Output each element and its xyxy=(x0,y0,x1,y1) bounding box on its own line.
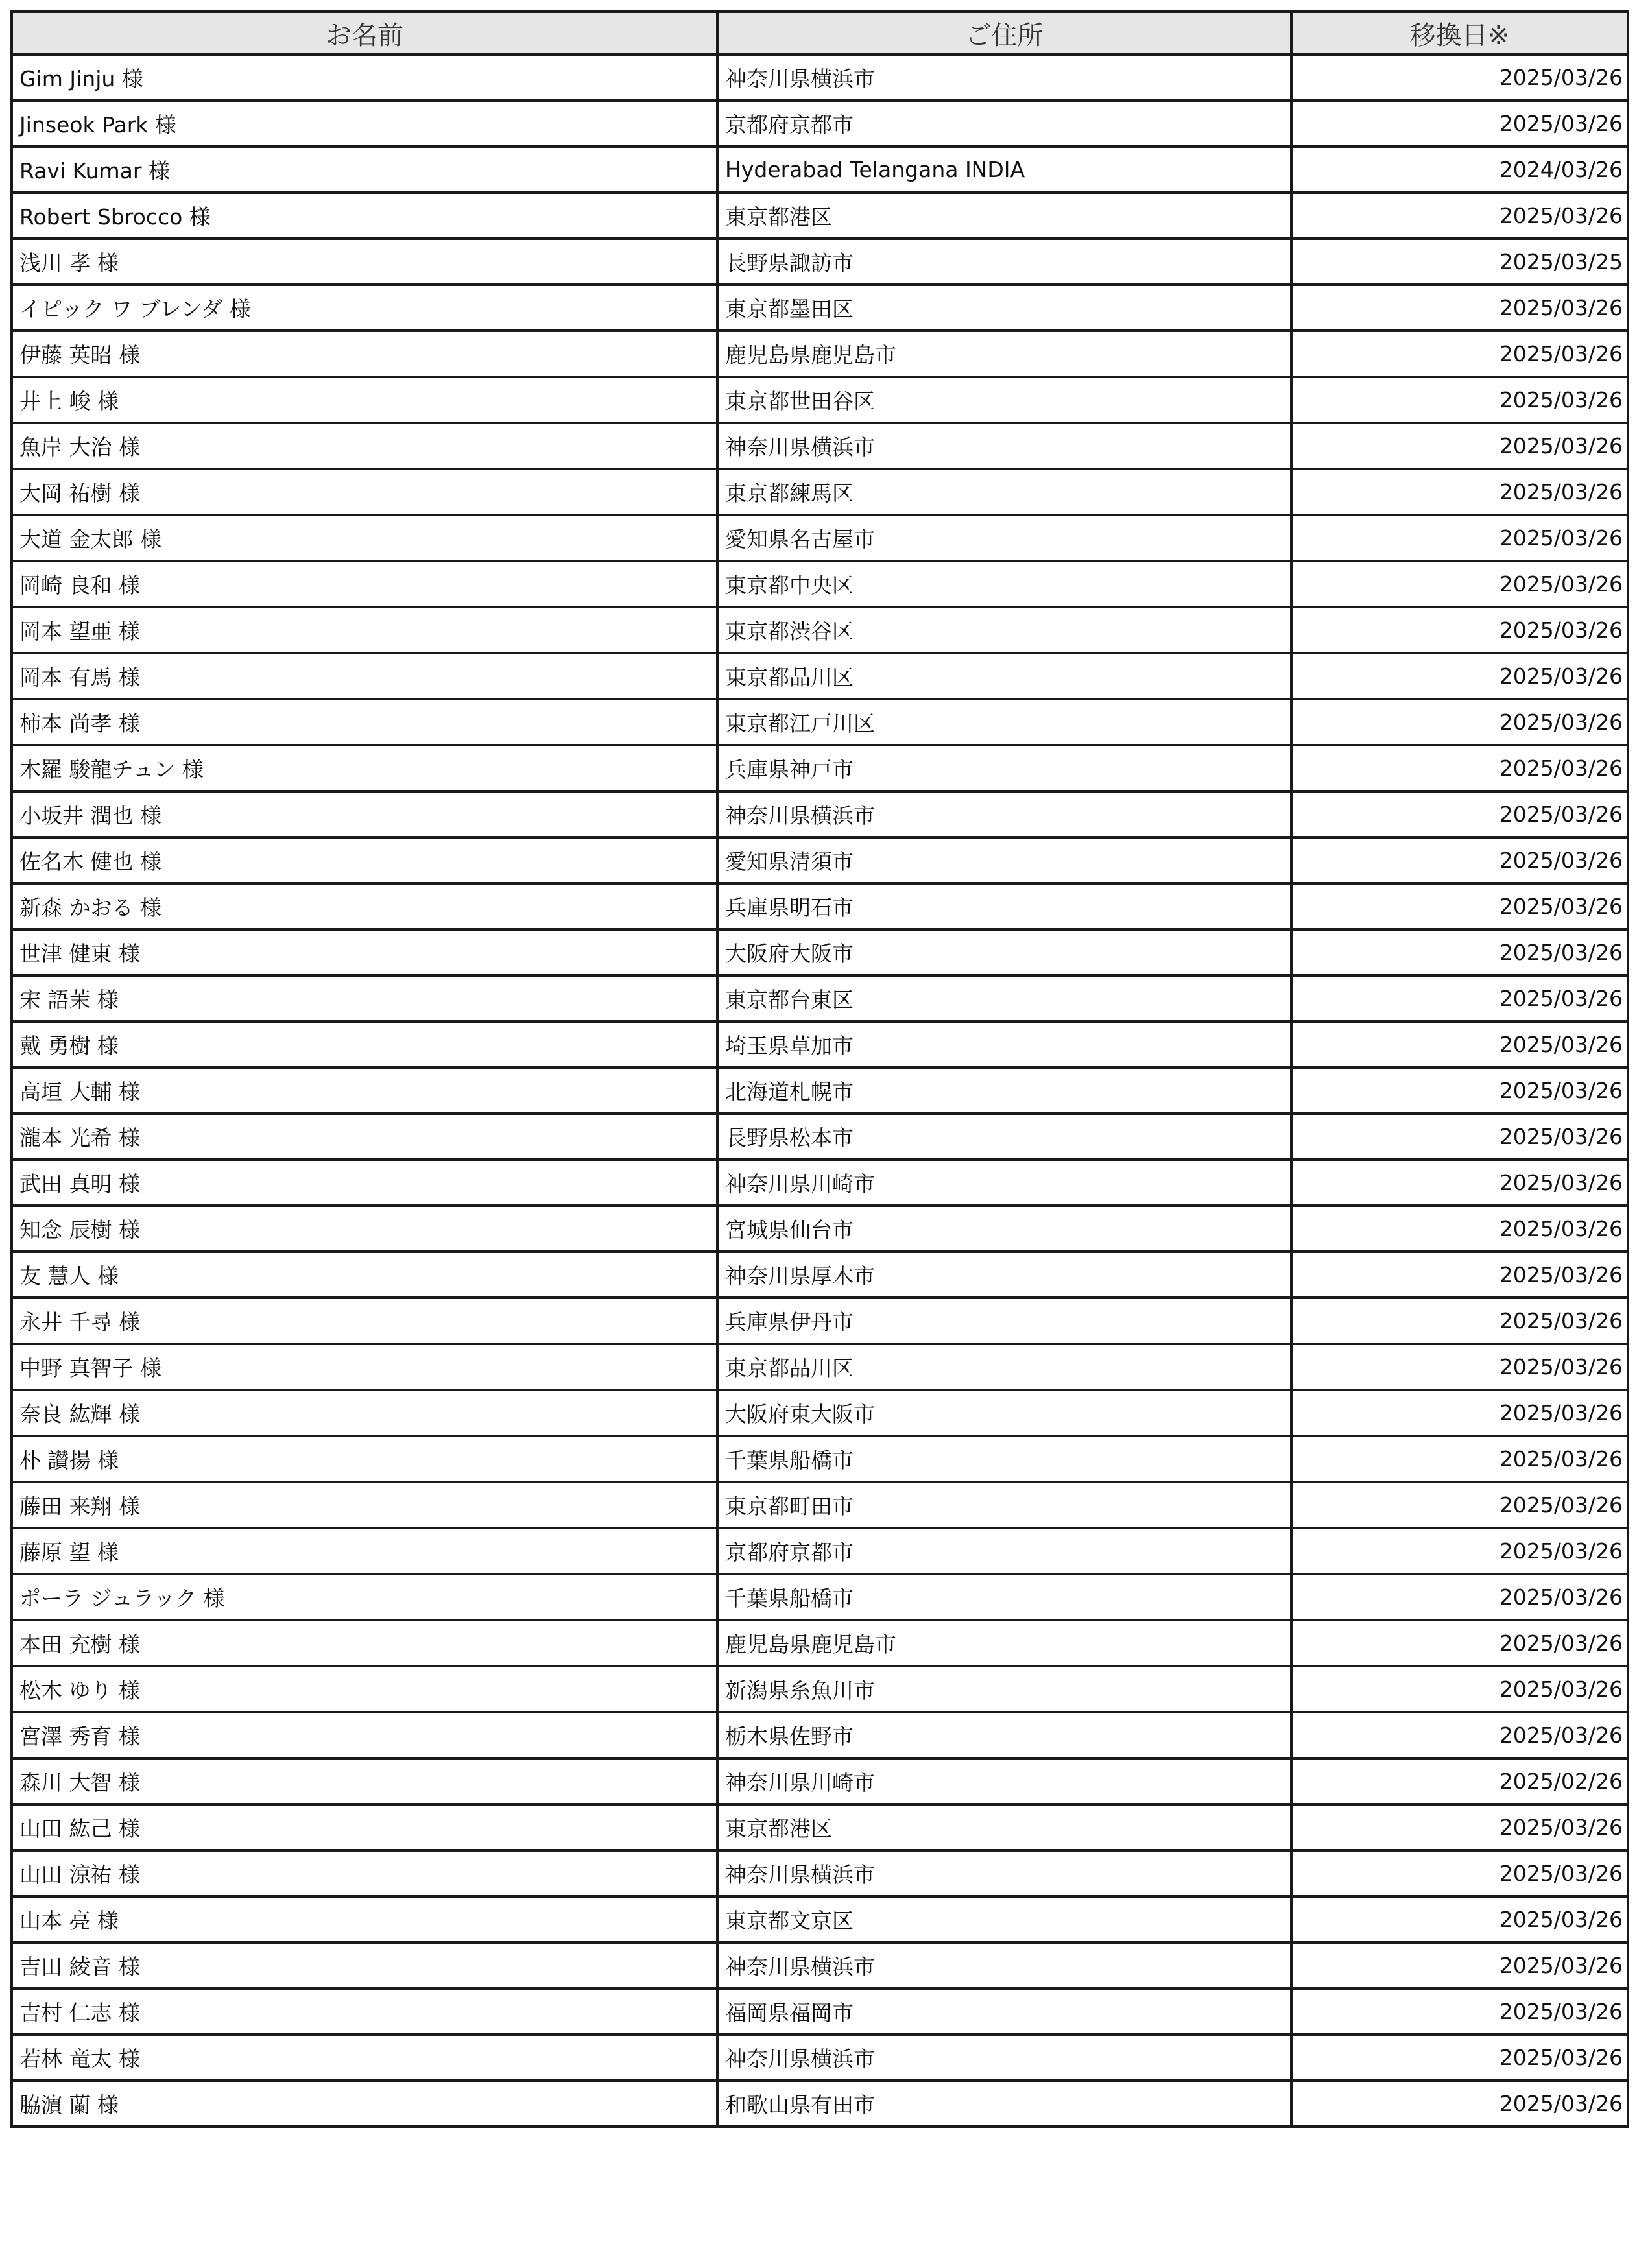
name-cell: Jinseok Park 様 xyxy=(12,101,717,147)
name-cell: 浅川 孝 様 xyxy=(12,239,717,285)
date-cell: 2025/03/26 xyxy=(1291,745,1628,791)
name-cell: 大岡 祐樹 様 xyxy=(12,469,717,515)
address-cell: 東京都世田谷区 xyxy=(717,377,1291,423)
date-cell: 2025/03/26 xyxy=(1291,1896,1628,1942)
address-cell: 和歌山県有田市 xyxy=(717,2081,1291,2127)
address-cell: 新潟県糸魚川市 xyxy=(717,1666,1291,1712)
address-cell: 東京都港区 xyxy=(717,1804,1291,1850)
address-cell: 東京都渋谷区 xyxy=(717,607,1291,653)
date-cell: 2025/03/26 xyxy=(1291,2035,1628,2081)
date-cell: 2024/03/26 xyxy=(1291,147,1628,193)
date-cell: 2025/03/26 xyxy=(1291,1528,1628,1574)
date-cell: 2025/03/26 xyxy=(1291,561,1628,607)
table-row xyxy=(12,1160,1628,1206)
date-cell: 2025/03/26 xyxy=(1291,423,1628,469)
address-cell: 長野県諏訪市 xyxy=(717,239,1291,285)
recipient-table xyxy=(10,10,1629,2128)
address-cell: 宮城県仙台市 xyxy=(717,1206,1291,1252)
address-cell: 東京都練馬区 xyxy=(717,469,1291,515)
table-row xyxy=(12,1712,1628,1758)
address-cell: 神奈川県厚木市 xyxy=(717,1252,1291,1298)
table-row xyxy=(12,699,1628,745)
date-cell: 2025/03/26 xyxy=(1291,469,1628,515)
header-row xyxy=(12,12,1628,54)
name-cell: Gim Jinju 様 xyxy=(12,54,717,101)
name-cell: 大道 金太郎 様 xyxy=(12,515,717,561)
table-row xyxy=(12,929,1628,975)
name-cell: 吉村 仁志 様 xyxy=(12,1988,717,2035)
address-cell: 愛知県清須市 xyxy=(717,837,1291,883)
name-cell: 伊藤 英昭 様 xyxy=(12,331,717,377)
address-cell: 東京都江戸川区 xyxy=(717,699,1291,745)
name-cell: イピック ワ ブレンダ 様 xyxy=(12,285,717,331)
table-row xyxy=(12,1804,1628,1850)
table-row xyxy=(12,1666,1628,1712)
table-row xyxy=(12,2081,1628,2127)
address-cell: 神奈川県横浜市 xyxy=(717,2035,1291,2081)
name-cell: 松木 ゆり 様 xyxy=(12,1666,717,1712)
table-row xyxy=(12,515,1628,561)
address-cell: 大阪府大阪市 xyxy=(717,929,1291,975)
date-cell: 2025/03/26 xyxy=(1291,1942,1628,1988)
table-row xyxy=(12,1298,1628,1344)
name-cell: Robert Sbrocco 様 xyxy=(12,193,717,239)
name-cell: 若林 竜太 様 xyxy=(12,2035,717,2081)
name-cell: 朴 讃揚 様 xyxy=(12,1436,717,1482)
address-cell: 東京都台東区 xyxy=(717,975,1291,1021)
name-cell: 木羅 駿龍チュン 様 xyxy=(12,745,717,791)
name-cell: 脇濵 蘭 様 xyxy=(12,2081,717,2127)
table-row xyxy=(12,1114,1628,1160)
table-row xyxy=(12,377,1628,423)
date-cell: 2025/03/26 xyxy=(1291,331,1628,377)
name-cell: 吉田 綾音 様 xyxy=(12,1942,717,1988)
name-cell: 戴 勇樹 様 xyxy=(12,1021,717,1068)
table-body xyxy=(12,54,1628,2127)
address-cell: 神奈川県横浜市 xyxy=(717,1942,1291,1988)
table-row xyxy=(12,54,1628,101)
date-cell: 2025/03/26 xyxy=(1291,1160,1628,1206)
date-cell: 2025/03/26 xyxy=(1291,883,1628,929)
date-cell: 2025/03/26 xyxy=(1291,101,1628,147)
name-cell: 中野 真智子 様 xyxy=(12,1344,717,1390)
name-cell: 宋 語茉 様 xyxy=(12,975,717,1021)
date-cell: 2025/03/26 xyxy=(1291,377,1628,423)
name-cell: 山本 亮 様 xyxy=(12,1896,717,1942)
table-row xyxy=(12,653,1628,699)
date-cell: 2025/03/26 xyxy=(1291,1068,1628,1114)
table-row xyxy=(12,1896,1628,1942)
address-cell: 東京都町田市 xyxy=(717,1482,1291,1528)
name-cell: 岡本 有馬 様 xyxy=(12,653,717,699)
address-cell: 東京都港区 xyxy=(717,193,1291,239)
table-row xyxy=(12,1528,1628,1574)
table-row xyxy=(12,147,1628,193)
date-cell: 2025/02/26 xyxy=(1291,1758,1628,1804)
column-header-date: 移換日※ xyxy=(1291,12,1628,54)
date-cell: 2025/03/26 xyxy=(1291,791,1628,837)
date-cell: 2025/03/25 xyxy=(1291,239,1628,285)
table-row xyxy=(12,1021,1628,1068)
table-row xyxy=(12,1068,1628,1114)
address-cell: 愛知県名古屋市 xyxy=(717,515,1291,561)
table-row xyxy=(12,101,1628,147)
address-cell: 京都府京都市 xyxy=(717,1528,1291,1574)
address-cell: 東京都文京区 xyxy=(717,1896,1291,1942)
address-cell: 京都府京都市 xyxy=(717,101,1291,147)
date-cell: 2025/03/26 xyxy=(1291,1574,1628,1620)
date-cell: 2025/03/26 xyxy=(1291,1206,1628,1252)
name-cell: 永井 千尋 様 xyxy=(12,1298,717,1344)
address-cell: 東京都品川区 xyxy=(717,653,1291,699)
table-row xyxy=(12,791,1628,837)
date-cell: 2025/03/26 xyxy=(1291,607,1628,653)
table-row xyxy=(12,1850,1628,1896)
date-cell: 2025/03/26 xyxy=(1291,837,1628,883)
table-row xyxy=(12,1436,1628,1482)
table-row xyxy=(12,1206,1628,1252)
name-cell: 藤田 来翔 様 xyxy=(12,1482,717,1528)
table-row xyxy=(12,331,1628,377)
date-cell: 2025/03/26 xyxy=(1291,1298,1628,1344)
address-cell: 栃木県佐野市 xyxy=(717,1712,1291,1758)
address-cell: 千葉県船橋市 xyxy=(717,1574,1291,1620)
address-cell: 神奈川県川崎市 xyxy=(717,1758,1291,1804)
address-cell: 大阪府東大阪市 xyxy=(717,1390,1291,1436)
name-cell: 宮澤 秀育 様 xyxy=(12,1712,717,1758)
address-cell: 神奈川県横浜市 xyxy=(717,423,1291,469)
name-cell: 奈良 紘輝 様 xyxy=(12,1390,717,1436)
date-cell: 2025/03/26 xyxy=(1291,515,1628,561)
date-cell: 2025/03/26 xyxy=(1291,2081,1628,2127)
date-cell: 2025/03/26 xyxy=(1291,1252,1628,1298)
date-cell: 2025/03/26 xyxy=(1291,1804,1628,1850)
date-cell: 2025/03/26 xyxy=(1291,193,1628,239)
table-row xyxy=(12,193,1628,239)
table-row xyxy=(12,469,1628,515)
table-row xyxy=(12,1482,1628,1528)
address-cell: Hyderabad Telangana INDIA xyxy=(717,147,1291,193)
date-cell: 2025/03/26 xyxy=(1291,285,1628,331)
name-cell: 世津 健東 様 xyxy=(12,929,717,975)
date-cell: 2025/03/26 xyxy=(1291,54,1628,101)
name-cell: 魚岸 大治 様 xyxy=(12,423,717,469)
table-row xyxy=(12,561,1628,607)
date-cell: 2025/03/26 xyxy=(1291,929,1628,975)
table-row xyxy=(12,745,1628,791)
table-row xyxy=(12,1252,1628,1298)
date-cell: 2025/03/26 xyxy=(1291,1482,1628,1528)
address-cell: 神奈川県川崎市 xyxy=(717,1160,1291,1206)
address-cell: 千葉県船橋市 xyxy=(717,1436,1291,1482)
address-cell: 神奈川県横浜市 xyxy=(717,54,1291,101)
date-cell: 2025/03/26 xyxy=(1291,1712,1628,1758)
address-cell: 鹿児島県鹿児島市 xyxy=(717,1620,1291,1666)
date-cell: 2025/03/26 xyxy=(1291,1850,1628,1896)
address-cell: 兵庫県神戸市 xyxy=(717,745,1291,791)
name-cell: 岡崎 良和 様 xyxy=(12,561,717,607)
date-cell: 2025/03/26 xyxy=(1291,1021,1628,1068)
table-row xyxy=(12,883,1628,929)
column-header-address: ご住所 xyxy=(717,12,1291,54)
name-cell: 武田 真明 様 xyxy=(12,1160,717,1206)
name-cell: 瀧本 光希 様 xyxy=(12,1114,717,1160)
date-cell: 2025/03/26 xyxy=(1291,1666,1628,1712)
address-cell: 神奈川県横浜市 xyxy=(717,1850,1291,1896)
name-cell: 山田 涼祐 様 xyxy=(12,1850,717,1896)
date-cell: 2025/03/26 xyxy=(1291,1114,1628,1160)
name-cell: 井上 峻 様 xyxy=(12,377,717,423)
name-cell: 小坂井 潤也 様 xyxy=(12,791,717,837)
name-cell: ポーラ ジュラック 様 xyxy=(12,1574,717,1620)
table-row xyxy=(12,1390,1628,1436)
name-cell: 岡本 望亜 様 xyxy=(12,607,717,653)
date-cell: 2025/03/26 xyxy=(1291,1344,1628,1390)
name-cell: 森川 大智 様 xyxy=(12,1758,717,1804)
name-cell: Ravi Kumar 様 xyxy=(12,147,717,193)
address-cell: 東京都中央区 xyxy=(717,561,1291,607)
name-cell: 本田 充樹 様 xyxy=(12,1620,717,1666)
table-row xyxy=(12,607,1628,653)
date-cell: 2025/03/26 xyxy=(1291,1436,1628,1482)
table-row xyxy=(12,1942,1628,1988)
table-row xyxy=(12,2035,1628,2081)
table-row xyxy=(12,1988,1628,2035)
table-row xyxy=(12,1758,1628,1804)
column-header-name: お名前 xyxy=(12,12,717,54)
address-cell: 東京都品川区 xyxy=(717,1344,1291,1390)
date-cell: 2025/03/26 xyxy=(1291,699,1628,745)
name-cell: 新森 かおる 様 xyxy=(12,883,717,929)
address-cell: 兵庫県明石市 xyxy=(717,883,1291,929)
address-cell: 兵庫県伊丹市 xyxy=(717,1298,1291,1344)
table-row xyxy=(12,1574,1628,1620)
date-cell: 2025/03/26 xyxy=(1291,975,1628,1021)
date-cell: 2025/03/26 xyxy=(1291,1988,1628,2035)
table-row xyxy=(12,837,1628,883)
table-row xyxy=(12,1344,1628,1390)
name-cell: 友 慧人 様 xyxy=(12,1252,717,1298)
table-row xyxy=(12,285,1628,331)
address-cell: 長野県松本市 xyxy=(717,1114,1291,1160)
address-cell: 埼玉県草加市 xyxy=(717,1021,1291,1068)
name-cell: 柿本 尚孝 様 xyxy=(12,699,717,745)
name-cell: 高垣 大輔 様 xyxy=(12,1068,717,1114)
date-cell: 2025/03/26 xyxy=(1291,1390,1628,1436)
date-cell: 2025/03/26 xyxy=(1291,653,1628,699)
address-cell: 東京都墨田区 xyxy=(717,285,1291,331)
name-cell: 佐名木 健也 様 xyxy=(12,837,717,883)
address-cell: 鹿児島県鹿児島市 xyxy=(717,331,1291,377)
address-cell: 福岡県福岡市 xyxy=(717,1988,1291,2035)
name-cell: 知念 辰樹 様 xyxy=(12,1206,717,1252)
name-cell: 山田 紘己 様 xyxy=(12,1804,717,1850)
table-row xyxy=(12,239,1628,285)
table-row xyxy=(12,975,1628,1021)
table-row xyxy=(12,423,1628,469)
table-row xyxy=(12,1620,1628,1666)
address-cell: 北海道札幌市 xyxy=(717,1068,1291,1114)
address-cell: 神奈川県横浜市 xyxy=(717,791,1291,837)
name-cell: 藤原 望 様 xyxy=(12,1528,717,1574)
date-cell: 2025/03/26 xyxy=(1291,1620,1628,1666)
